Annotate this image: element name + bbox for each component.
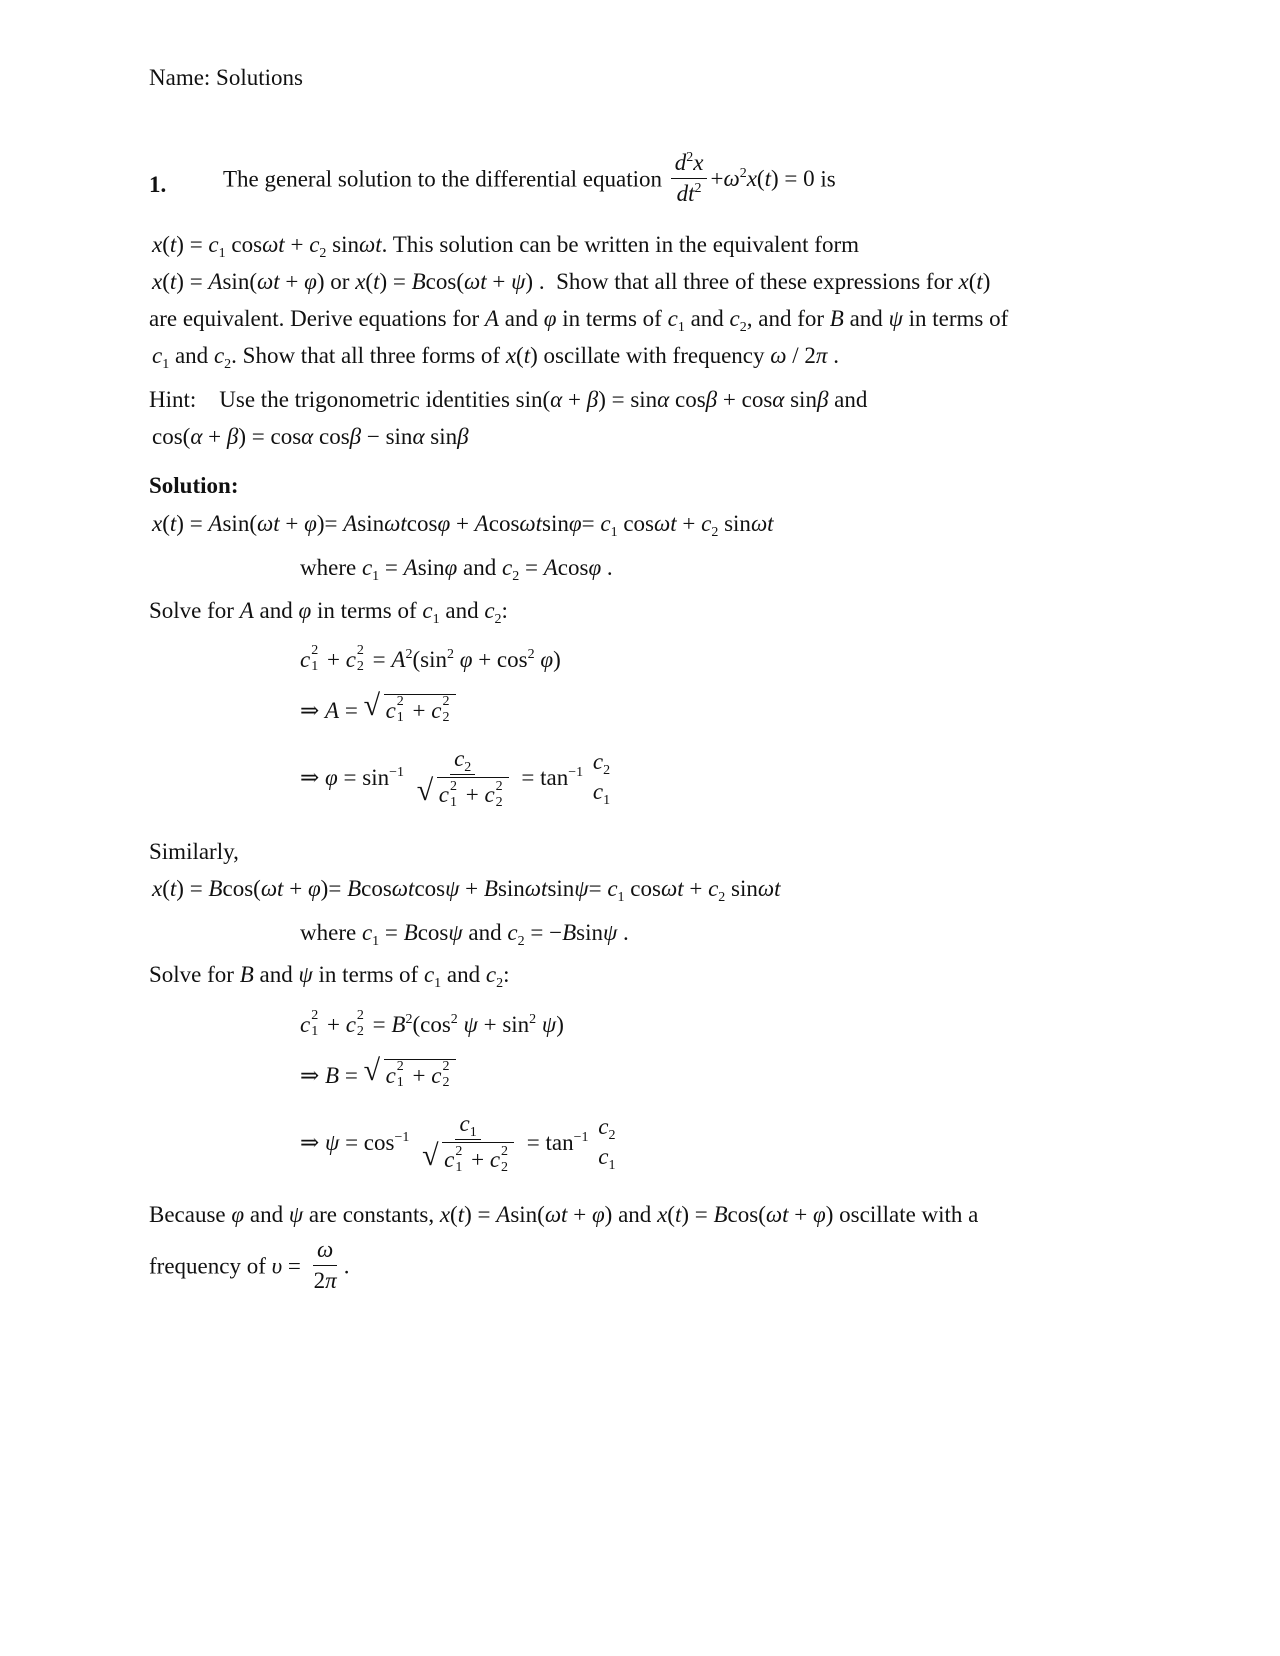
hint-line-2 <box>152 425 469 448</box>
sine-identity: sin(α + β) = sinα cosβ + cosα sinβ <box>515 387 829 412</box>
where-text-2: where <box>300 920 357 945</box>
solve-in-terms: in terms of <box>316 598 417 623</box>
sol-expansion-b: $x(t) = Bcos(\omega t + \varphi)= Bcos\omega tcos\psi + Bsin\omega tsin\psi= c_1$ $\cos\omega t + c_2$ sinωt <box>152 876 781 905</box>
phi-tan-fraction: $c_2$ $c_1$ <box>592 749 611 809</box>
hint-label: Hint: <box>149 387 197 412</box>
frequency-line: frequency of υ = $\frac{\omega}{2\pi}$ . <box>149 1237 350 1294</box>
second-derivative-fraction: $\frac{d^2x}{dt^2}$ <box>671 150 708 208</box>
sol-phase-phi: ⇒ $\varphi = \sin^{-1}$ $c_2$ √ c 2 1 + c 2 2 = $\tan^{-1}$ $c_2$ $c_1$ <box>300 746 617 809</box>
solve-and-2: and <box>445 598 479 623</box>
solve-and: and <box>259 598 293 623</box>
hint-text: Use the trigonometric identities <box>219 387 510 412</box>
hint-and: and <box>834 387 868 412</box>
ode-equation: $+\omega^2x(t) = 0$ <box>710 166 815 192</box>
x-of-t: x(t) <box>958 269 991 294</box>
name-line <box>149 66 303 89</box>
sol-amplitude-b: ⇒ B = √ c 2 1 + c 2 2 <box>300 1059 456 1087</box>
similarly-text: Similarly, <box>149 839 239 864</box>
hint-line-1 <box>149 388 867 411</box>
phi-sine-fraction: $c_2$ √ c 2 1 + c 2 2 <box>413 746 513 809</box>
and-text-4: and <box>174 343 209 368</box>
form-a-formula: x(t) = Asin(ωt + φ) <box>152 269 325 294</box>
show-text: Show that all three of these expressions for <box>556 269 953 294</box>
constants-text: are constants, <box>308 1202 435 1227</box>
sol-phase-psi: ⇒ $\psi = \cos^{-1}$ $c_1$ √ c 2 1 + c 2 2 = $\tan^{-1}$ $c_2$ $c_1$ <box>300 1111 623 1174</box>
solve-for-text: Solve for <box>149 598 234 623</box>
oscillate-with-text: oscillate with a <box>839 1202 979 1227</box>
form-b-formula: x(t) = Bcos(ωt + ψ) . <box>355 269 545 294</box>
name-label: Name: Solutions <box>149 65 303 90</box>
because-line: Because φ and ψ are constants, x(t) = Asin(ωt + φ) and x(t) = Bcos(ωt + φ) oscillate with a <box>149 1202 979 1227</box>
general-solution-formula: $x(t) = c_1$ $\cos\omega t + c_2$ sinωt <box>152 232 382 261</box>
because-text: Because <box>149 1202 226 1227</box>
because-and-2: and <box>618 1202 652 1227</box>
frequency-formula: ω / 2π . <box>770 343 839 368</box>
and-text-3: and <box>849 306 883 331</box>
psi-cos-fraction: $c_1$ √ c 2 1 + c 2 2 <box>418 1111 518 1174</box>
problem-line-3 <box>152 270 990 293</box>
similarly-line <box>149 840 239 863</box>
solve-and-4: and <box>446 962 481 987</box>
sol-solve-b: Solve for B and ψ in terms of $c_1$ and $c_2$: <box>149 962 510 991</box>
problem-intro: The general solution to the differential equation <box>223 166 662 192</box>
solve-in-terms-2: in terms of <box>318 962 419 987</box>
because-and: and <box>249 1202 284 1227</box>
problem-line-4: are equivalent. Derive equations for A and φ in terms of $c_1$ and $c_2$, and for B and ψ in terms of <box>149 306 1009 335</box>
solution-heading <box>149 474 238 497</box>
sol-where-a: where $c_1 = Asin\varphi$ and $c_2 = Acos\varphi$ . <box>300 555 613 584</box>
or-text: or <box>330 269 350 294</box>
solve-for-text-2: Solve for <box>149 962 234 987</box>
problem-line-2 <box>152 232 860 261</box>
oscillate-text: oscillate with frequency <box>543 343 765 368</box>
equivalent-form-text: . This solution can be written in the equivalent form <box>381 232 860 257</box>
where-and-2: and <box>468 920 502 945</box>
problem-line-1 <box>149 173 166 196</box>
in-terms-text-2: in terms of <box>908 306 1009 331</box>
sol-amplitude-a: ⇒ A = √ c 2 1 + c 2 2 <box>300 694 456 722</box>
where-text: where <box>300 555 357 580</box>
solution-label: Solution: <box>149 473 239 498</box>
problem-line-5: $c_1$ and $c_2$. Show that all three forms of x(t) oscillate with frequency ω / 2π . <box>152 343 839 372</box>
sol-sum-squares-b: c 2 1 + c 2 2 = $B^2(\cos^2$ $\psi + \sin^2 \psi$) <box>300 1008 564 1039</box>
sol-expansion-a: $x(t) = Asin(\omega t + \varphi)= Asin\omega tcos\varphi + Acos\omega tsin\varphi= c_1$ $\cos\omega t + c_2$ sinωt <box>152 511 774 540</box>
sol-sum-squares-a: c 2 1 + c 2 2 = $A^2(\sin^2$ $\varphi + \cos^2 \varphi$) <box>300 643 561 674</box>
psi-tan-fraction: $c_2$ $c_1$ <box>598 1114 616 1174</box>
and-for-text: , and for <box>746 306 825 331</box>
ode-is: is <box>820 166 836 192</box>
where-and: and <box>463 555 497 580</box>
derive-text: are equivalent. Derive equations for <box>149 306 480 331</box>
show-forms-text: . Show that all three forms of <box>231 343 501 368</box>
sol-where-b: where $c_1 = Bcos\psi$ and $c_2 = -Bsin\psi$ . <box>300 920 629 949</box>
and-text-2: and <box>690 306 724 331</box>
and-text: and <box>504 306 538 331</box>
sol-solve-a: Solve for A and φ in terms of $c_1$ and $c_2$: <box>149 598 508 627</box>
problem-intro-line <box>223 150 836 208</box>
frequency-label: frequency of <box>149 1253 266 1279</box>
solve-and-3: and <box>259 962 293 987</box>
problem-number: 1. <box>149 172 167 197</box>
in-terms-text: in terms of <box>562 306 662 331</box>
cosine-identity: cos(α + β) = cosα cosβ − sinα sinβ <box>152 424 469 449</box>
frequency-fraction: $\frac{\omega}{2\pi}$ <box>313 1237 337 1294</box>
